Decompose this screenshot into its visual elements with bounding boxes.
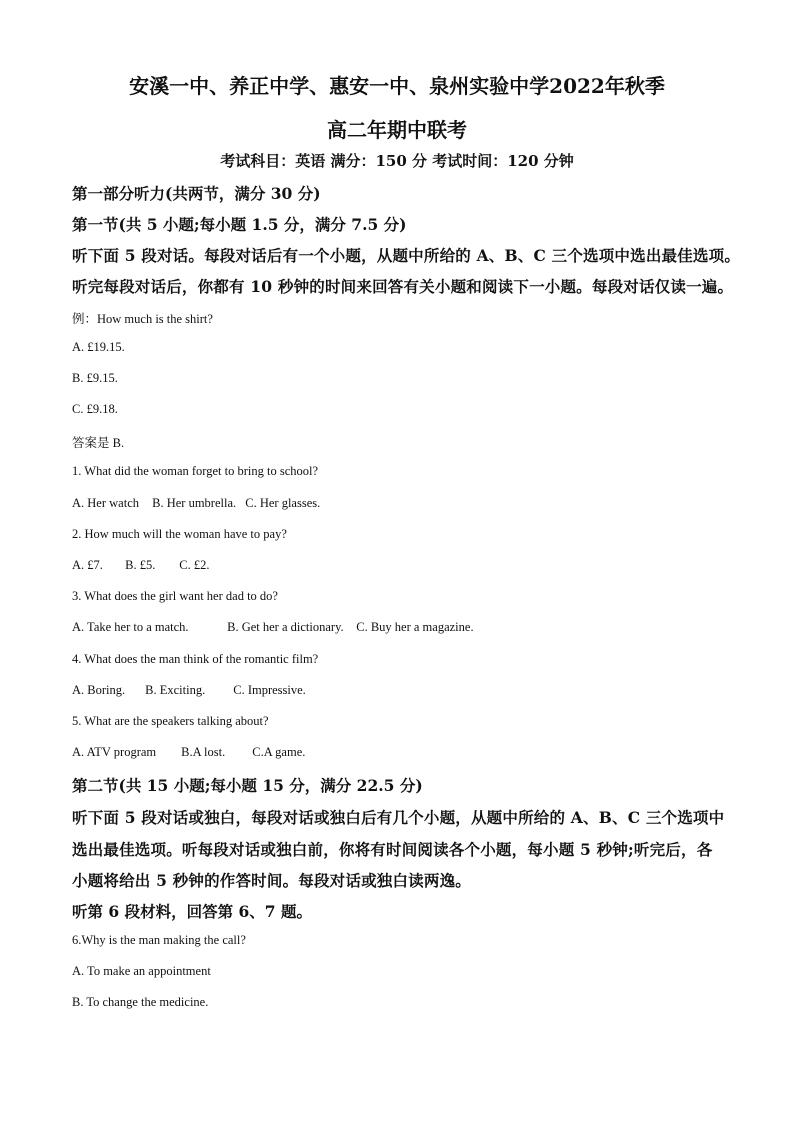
- section2-instruction-line3: 小题将给出 5 秒钟的作答时间。每段对话或独白读两逸。: [72, 871, 471, 890]
- question-4-options: [72, 683, 306, 698]
- material-6-heading: 听第 6 段材料，回答第 6、7 题。: [72, 902, 312, 921]
- question-1: 1. What did the woman forget to bring to school?: [72, 464, 319, 478]
- q4-option-c: C. Impressive.: [233, 683, 306, 697]
- question-2-options: [72, 558, 209, 573]
- example-option-c: C. £9.18.: [72, 402, 118, 416]
- q5-option-c: C.A game.: [252, 745, 306, 759]
- section2-heading: 第二节(共 15 小题;每小题 15 分，满分 22.5 分): [72, 776, 423, 795]
- q1-option-a: A. Her watch: [72, 496, 139, 510]
- q2-option-b: B. £5.: [125, 558, 156, 572]
- section1-instruction-line2: 听完每段对话后，你都有 10 秒钟的时间来回答有关小题和阅读下一小题。每段对话仅读一遍。: [72, 277, 734, 296]
- exam-info: 考试科目：英语 满分：150 分 考试时间：120 分钟: [220, 152, 574, 170]
- question-4: 4. What does the man think of the romantic film?: [72, 652, 319, 666]
- example-option-b: B. £9.15.: [72, 371, 118, 385]
- q5-option-a: A. ATV program: [72, 745, 157, 759]
- q4-option-b: B. Exciting.: [145, 683, 206, 697]
- question-1-options: [72, 496, 320, 511]
- question-5-options: [72, 745, 305, 760]
- exam-title-line2: 高二年期中联考: [327, 118, 467, 142]
- question-6: 6.Why is the man making the call?: [72, 933, 246, 947]
- question-5: 5. What are the speakers talking about?: [72, 714, 269, 728]
- example-option-a: A. £19.15.: [72, 340, 125, 354]
- question-3: 3. What does the girl want her dad to do?: [72, 589, 278, 603]
- q1-option-b: B. Her umbrella.: [152, 496, 237, 510]
- q3-option-a: A. Take her to a match.: [72, 620, 189, 634]
- section1-instruction-line1: 听下面 5 段对话。每段对话后有一个小题，从题中所给的 A、B、C 三个选项中选出最佳选项。: [72, 246, 741, 265]
- question-2: 2. How much will the woman have to pay?: [72, 527, 287, 541]
- q6-option-b: B. To change the medicine.: [72, 995, 209, 1009]
- section1-heading: 第一节(共 5 小题;每小题 1.5 分，满分 7.5 分): [72, 215, 407, 234]
- example-answer: 答案是 B.: [72, 436, 125, 450]
- q6-option-a: A. To make an appointment: [72, 964, 211, 978]
- example-question: 例：How much is the shirt?: [72, 312, 213, 326]
- exam-title-line1: 安溪一中、养正中学、惠安一中、泉州实验中学2022年秋季: [129, 74, 665, 98]
- section2-instruction-line2: 选出最佳选项。听每段对话或独白前，你将有时间阅读各个小题，每小题 5 秒钟;听完后，各: [72, 840, 713, 859]
- q3-option-c: C. Buy her a magazine.: [356, 620, 474, 634]
- q2-option-c: C. £2.: [179, 558, 210, 572]
- q3-option-b: B. Get her a dictionary.: [227, 620, 344, 634]
- question-3-options: [72, 620, 474, 635]
- q1-option-c: C. Her glasses.: [245, 496, 321, 510]
- q5-option-b: B.A lost.: [181, 745, 226, 759]
- q4-option-a: A. Boring.: [72, 683, 126, 697]
- q2-option-a: A. £7.: [72, 558, 103, 572]
- section2-instruction-line1: 听下面 5 段对话或独白，每段对话或独白后有几个小题，从题中所给的 A、B、C 三个选项中: [72, 808, 725, 827]
- part1-heading: 第一部分听力(共两节，满分 30 分): [72, 184, 321, 203]
